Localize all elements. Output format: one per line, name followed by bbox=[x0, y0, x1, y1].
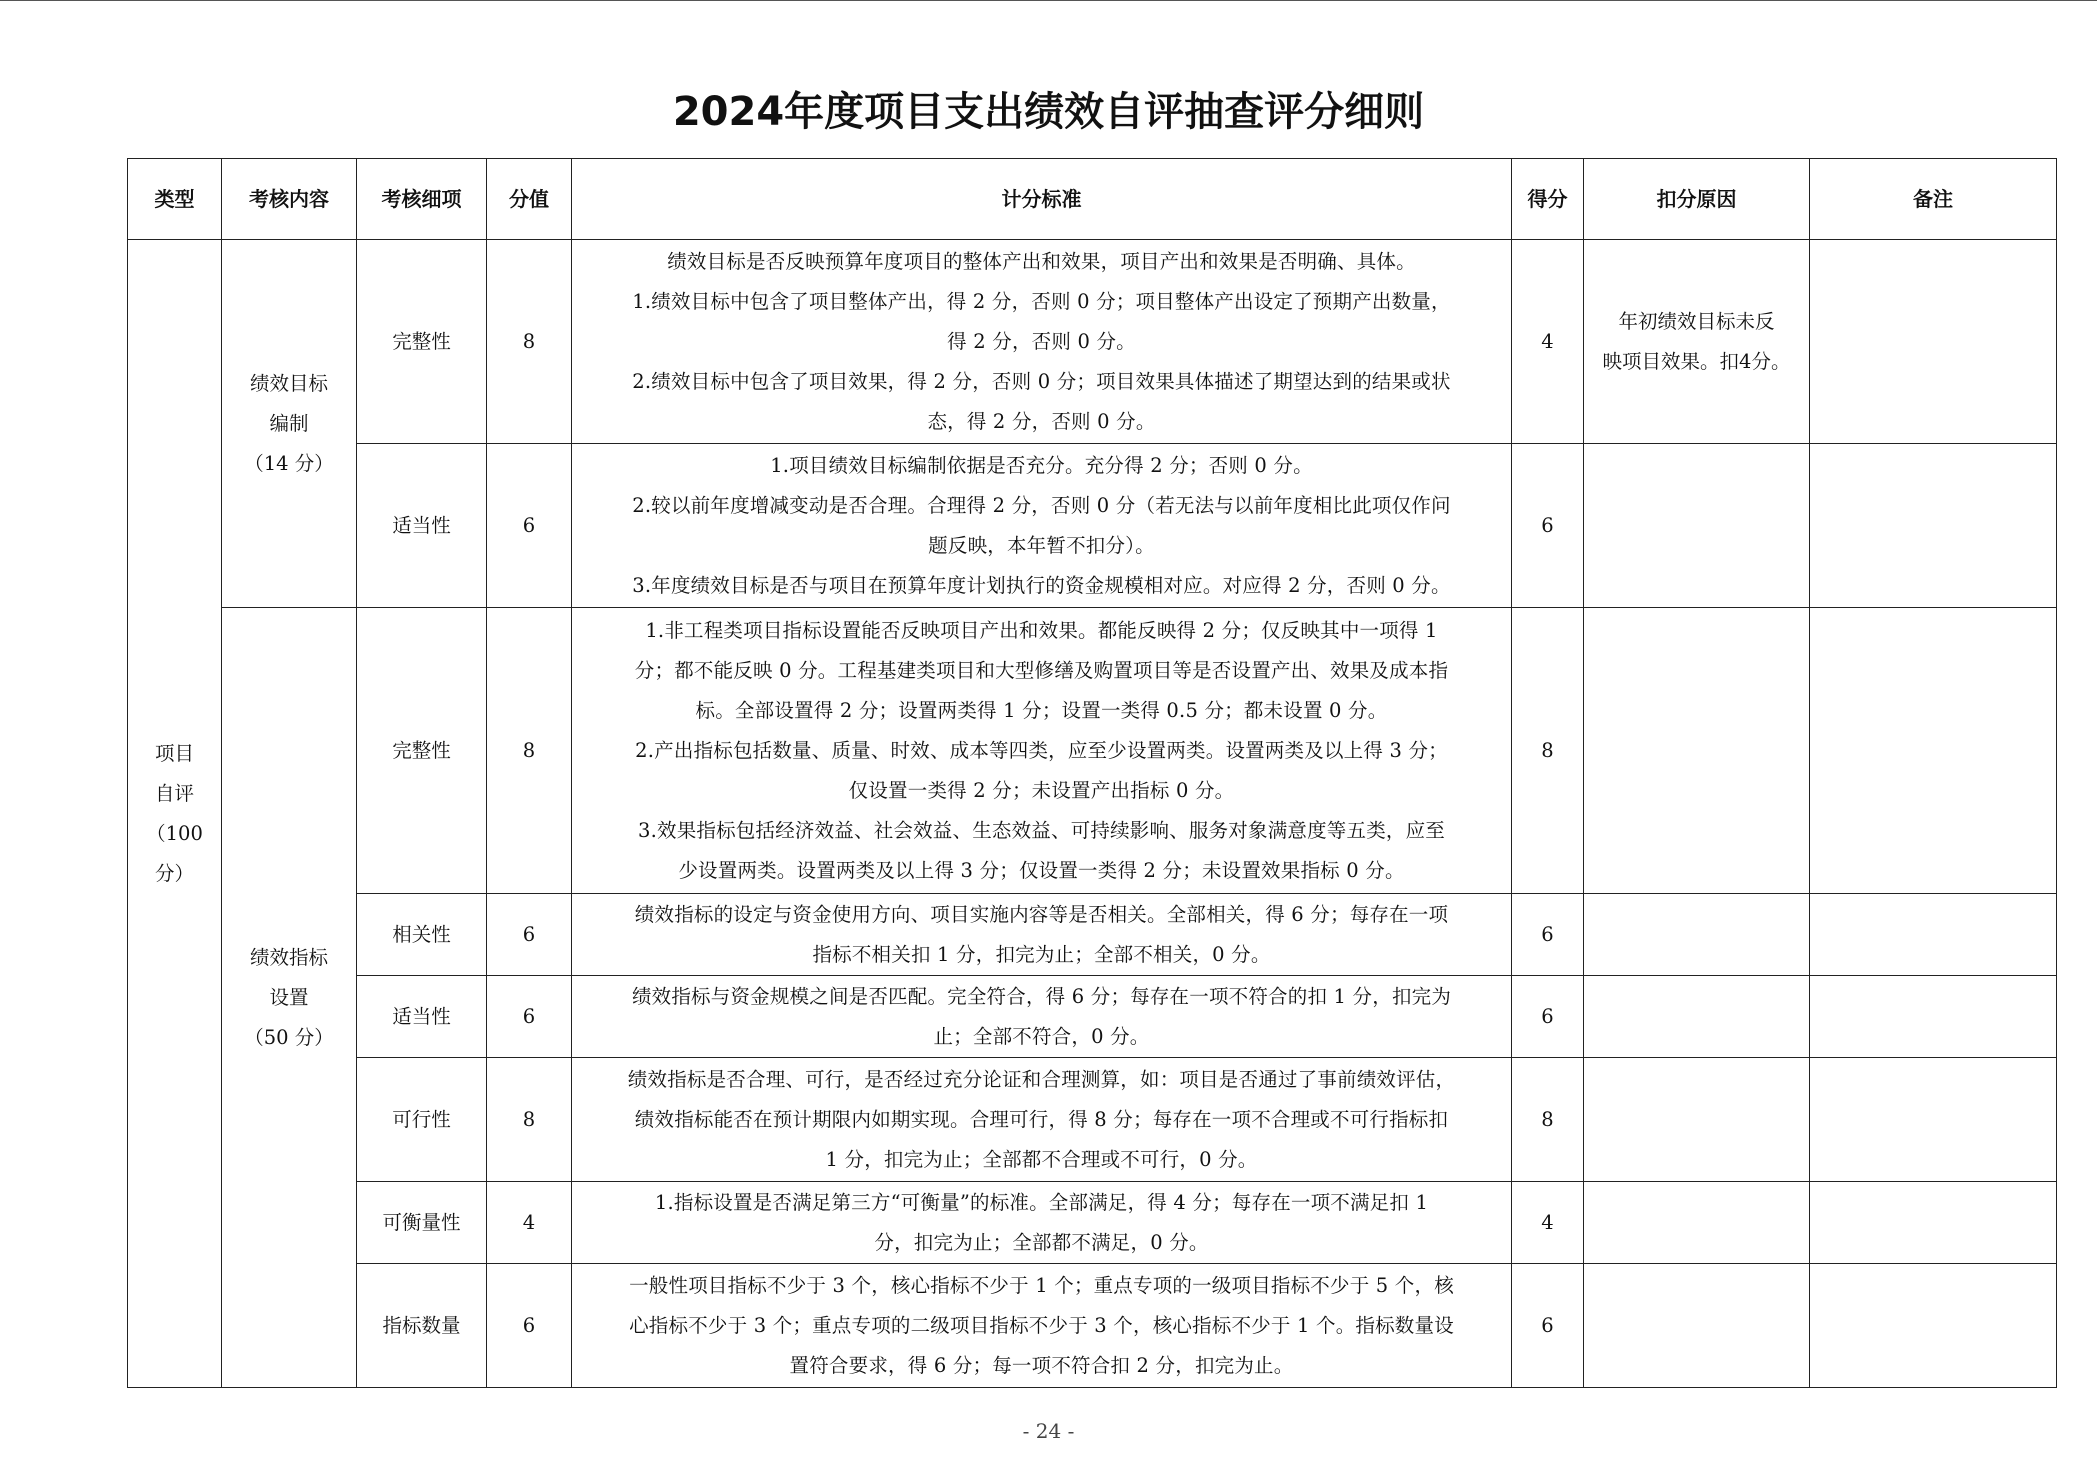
points-cell: 4 bbox=[487, 1182, 572, 1264]
header-deduction-reason: 扣分原因 bbox=[1584, 159, 1810, 240]
deduction-reason-cell: 年初绩效目标未反 映项目效果。扣4分。 bbox=[1584, 240, 1810, 444]
criteria-cell: 绩效指标的设定与资金使用方向、项目实施内容等是否相关。全部相关，得 6 分；每存在一项 指标不相关扣 1 分，扣完为止；全部不相关，0 分。 bbox=[572, 894, 1512, 976]
score-cell: 6 bbox=[1512, 976, 1584, 1058]
item-cell: 相关性 bbox=[357, 894, 487, 976]
scoring-rubric-table bbox=[127, 158, 2057, 1388]
item-cell: 指标数量 bbox=[357, 1264, 487, 1388]
deduction-reason-cell bbox=[1584, 976, 1810, 1058]
criteria-cell: 1.指标设置是否满足第三方“可衡量”的标准。全部满足，得 4 分；每存在一项不满足扣 1 分，扣完为止；全部都不满足，0 分。 bbox=[572, 1182, 1512, 1264]
table-row bbox=[128, 1058, 2057, 1182]
table-row bbox=[128, 1264, 2057, 1388]
deduction-reason-cell bbox=[1584, 1058, 1810, 1182]
document-title: 2024年度项目支出绩效自评抽查评分细则 bbox=[672, 89, 1425, 135]
criteria-cell: 绩效指标是否合理、可行，是否经过充分论证和合理测算，如：项目是否通过了事前绩效评估， 绩效指标能否在预计期限内如期实现。合理可行，得 8 分；每存在一项不合理或不可行指标扣 1 分，扣完为止；全部都不合理或不可行，0 分。 bbox=[572, 1058, 1512, 1182]
table-row bbox=[128, 894, 2057, 976]
score-cell: 4 bbox=[1512, 240, 1584, 444]
deduction-reason-cell bbox=[1584, 1182, 1810, 1264]
remarks-cell bbox=[1810, 1264, 2057, 1388]
remarks-cell bbox=[1810, 444, 2057, 608]
top-border-line bbox=[0, 0, 2097, 1]
deduction-reason-cell bbox=[1584, 894, 1810, 976]
criteria-cell: 绩效指标与资金规模之间是否匹配。完全符合，得 6 分；每存在一项不符合的扣 1 分，扣完为 止；全部不符合，0 分。 bbox=[572, 976, 1512, 1058]
deduction-reason-cell bbox=[1584, 608, 1810, 894]
score-cell: 6 bbox=[1512, 894, 1584, 976]
score-cell: 4 bbox=[1512, 1182, 1584, 1264]
item-cell: 完整性 bbox=[357, 240, 487, 444]
criteria-cell: 绩效目标是否反映预算年度项目的整体产出和效果，项目产出和效果是否明确、具体。 1.绩效目标中包含了项目整体产出，得 2 分，否则 0 分；项目整体产出设定了预期产出数量， 得 2 分，否则 0 分。 2.绩效目标中包含了项目效果，得 2 分，否则 0 分；项目效果具体描述了期望达到的结果或状 态，得 2 分，否则 0 分。 bbox=[572, 240, 1512, 444]
header-type: 类型 bbox=[128, 159, 222, 240]
points-cell: 8 bbox=[487, 240, 572, 444]
header-score: 得分 bbox=[1512, 159, 1584, 240]
remarks-cell bbox=[1810, 1182, 2057, 1264]
item-cell: 可衡量性 bbox=[357, 1182, 487, 1264]
header-remarks: 备注 bbox=[1810, 159, 2057, 240]
criteria-cell: 1.非工程类项目指标设置能否反映项目产出和效果。都能反映得 2 分；仅反映其中一项得 1 分；都不能反映 0 分。工程基建类项目和大型修缮及购置项目等是否设置产出、效果及成本指 标。全部设置得 2 分；设置两类得 1 分；设置一类得 0.5 分；都未设置 0 分。 2.产出指标包括数量、质量、时效、成本等四类，应至少设置两类。设置两类及以上得 3 分； 仅设置一类得 2 分；未设置产出指标 0 分。 3.效果指标包括经济效益、社会效益、生态效益、可持续影响、服务对象满意度等五类，应至 少设置两类。设置两类及以上得 3 分；仅设置一类得 2 分；未设置效果指标 0 分。 bbox=[572, 608, 1512, 894]
remarks-cell bbox=[1810, 240, 2057, 444]
group-cell-goal-setting: 绩效目标 编制 （14 分） bbox=[222, 240, 357, 608]
score-cell: 6 bbox=[1512, 444, 1584, 608]
points-cell: 8 bbox=[487, 608, 572, 894]
remarks-cell bbox=[1810, 608, 2057, 894]
table-row bbox=[128, 1182, 2057, 1264]
points-cell: 6 bbox=[487, 976, 572, 1058]
points-cell: 6 bbox=[487, 444, 572, 608]
header-points: 分值 bbox=[487, 159, 572, 240]
points-cell: 6 bbox=[487, 894, 572, 976]
table-header-row bbox=[128, 159, 2057, 240]
page-number: - 24 - bbox=[1022, 1419, 1075, 1443]
group-cell-indicator-setting: 绩效指标 设置 （50 分） bbox=[222, 608, 357, 1388]
criteria-cell: 一般性项目指标不少于 3 个，核心指标不少于 1 个；重点专项的一级项目指标不少于 5 个，核 心指标不少于 3 个；重点专项的二级项目指标不少于 3 个，核心指标不少于 1 个。指标数量设 置符合要求，得 6 分；每一项不符合扣 2 分，扣完为止。 bbox=[572, 1264, 1512, 1388]
header-content: 考核内容 bbox=[222, 159, 357, 240]
points-cell: 6 bbox=[487, 1264, 572, 1388]
score-cell: 6 bbox=[1512, 1264, 1584, 1388]
remarks-cell bbox=[1810, 976, 2057, 1058]
deduction-reason-cell bbox=[1584, 444, 1810, 608]
remarks-cell bbox=[1810, 894, 2057, 976]
table-row bbox=[128, 608, 2057, 894]
criteria-cell: 1.项目绩效目标编制依据是否充分。充分得 2 分；否则 0 分。 2.较以前年度增减变动是否合理。合理得 2 分，否则 0 分（若无法与以前年度相比此项仅作问 题反映，本年暂不扣分）。 3.年度绩效目标是否与项目在预算年度计划执行的资金规模相对应。对应得 2 分，否则 0 分。 bbox=[572, 444, 1512, 608]
table-row bbox=[128, 976, 2057, 1058]
item-cell: 可行性 bbox=[357, 1058, 487, 1182]
header-item: 考核细项 bbox=[357, 159, 487, 240]
score-cell: 8 bbox=[1512, 608, 1584, 894]
table-row bbox=[128, 240, 2057, 444]
points-cell: 8 bbox=[487, 1058, 572, 1182]
type-cell: 项目 自评 （100 分） bbox=[128, 240, 222, 1388]
score-cell: 8 bbox=[1512, 1058, 1584, 1182]
item-cell: 完整性 bbox=[357, 608, 487, 894]
remarks-cell bbox=[1810, 1058, 2057, 1182]
deduction-reason-cell bbox=[1584, 1264, 1810, 1388]
item-cell: 适当性 bbox=[357, 976, 487, 1058]
item-cell: 适当性 bbox=[357, 444, 487, 608]
table-row bbox=[128, 444, 2057, 608]
header-criteria: 计分标准 bbox=[572, 159, 1512, 240]
